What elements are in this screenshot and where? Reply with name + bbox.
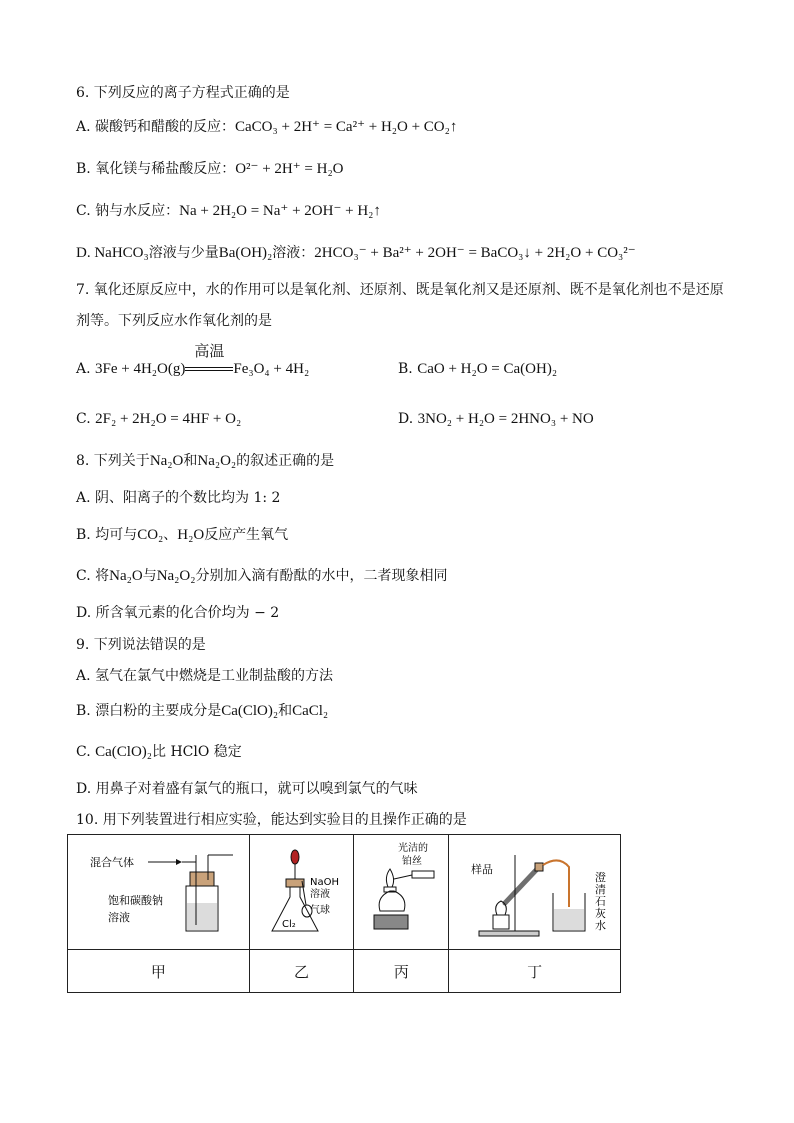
q8-c-post: 分别加入滴有酚酞的水中，二者现象相同 — [195, 568, 448, 584]
q8-b-h2o: H₂O — [177, 527, 205, 543]
q8-option-d[interactable]: D. 所含氧元素的化合价均为 − 2 — [76, 605, 280, 621]
q8-stem-post: 的叙述正确的是 — [236, 453, 335, 469]
jia-gas-label: 混合气体 — [90, 856, 134, 869]
q9-c-pre: C. — [76, 744, 91, 760]
q7-d-equation: 3NO₂ + H₂O = 2HNO₃ + NO — [417, 411, 594, 427]
q6-b-label: B. 氧化镁与稀盐酸反应： — [76, 161, 236, 177]
q7-option-d[interactable] — [398, 410, 594, 428]
apparatus-jia-label[interactable]: 甲 — [68, 950, 250, 993]
q9-option-c[interactable] — [76, 743, 242, 761]
q6-option-d[interactable] — [76, 244, 636, 262]
jia-liquid-label-2: 溶液 — [108, 911, 130, 924]
q8-b-post: 反应产生氧气 — [204, 527, 289, 543]
ding-lime-1: 澄 — [595, 871, 607, 884]
q6-a-equation: CaCO₃ + 2H⁺ = Ca²⁺ + H₂O + CO₂↑ — [235, 119, 458, 135]
q6-d-label-mid: 溶液与少量 — [148, 245, 219, 261]
q7-b-equation: CaO + H₂O = Ca(OH)₂ — [417, 361, 558, 377]
q7-a-left: 3Fe + 4H₂O(g) — [95, 361, 186, 377]
q8-c-pre: C. 将 — [76, 568, 110, 584]
q9-c-post: 比 HClO 稳定 — [152, 744, 242, 760]
q8-c-na2o: Na₂O — [109, 568, 143, 584]
q6-option-b[interactable] — [76, 160, 344, 178]
q6-stem: 6. 下列反应的离子方程式正确的是 — [76, 85, 290, 101]
q7-stem-line1: 7. 氧化还原反应中，水的作用可以是氧化剂、还原剂、既是氧化剂又是还原剂、既不是氧化剂也不是还原 — [76, 282, 724, 298]
q9-option-a[interactable]: A. 氢气在氯气中燃烧是工业制盐酸的方法 — [76, 668, 334, 684]
q7-a-condition: 高温 — [194, 342, 225, 360]
q9-c-caclo2: Ca(ClO)₂ — [95, 744, 153, 760]
ding-sample-label: 样品 — [471, 863, 494, 876]
q6-d-equation: 2HCO₃⁻ + Ba²⁺ + 2OH⁻ = BaCO₃↓ + 2H₂O + CO₃²⁻ — [314, 245, 636, 261]
yi-cl2-label: Cl₂ — [281, 919, 296, 930]
q8-b-co2: CO₂ — [137, 527, 164, 543]
apparatus-table — [67, 834, 621, 993]
q6-b-equation: O²⁻ + 2H⁺ = H₂O — [235, 161, 344, 177]
q6-d-label-post: 溶液： — [272, 245, 315, 261]
q7-option-c[interactable] — [76, 410, 241, 428]
heating-tube-lime-water-icon — [449, 835, 620, 949]
gas-washing-bottle-icon — [68, 835, 249, 949]
bing-wire-label-2: 铂丝 — [402, 856, 423, 867]
jia-liquid-label: 饱和碳酸钠 — [108, 894, 163, 907]
q6-d-label-baoh2: Ba(OH)₂ — [218, 245, 273, 261]
ding-lime-4: 灰 — [595, 907, 607, 920]
q8-stem-mid: 和 — [183, 453, 198, 469]
q6-d-label-nahco3: D. NaHCO₃ — [76, 245, 149, 261]
q7-stem-line2: 剂等。下列反应水作氧化剂的是 — [76, 313, 272, 329]
flame-test-icon — [354, 835, 448, 949]
yi-naoh-label: NaOH — [309, 877, 339, 888]
q7-a-label: A. — [76, 361, 91, 377]
q8-stem-na2o: Na₂O — [149, 453, 184, 469]
q9-option-d[interactable]: D. 用鼻子对着盛有氯气的瓶口，就可以嗅到氯气的气味 — [76, 781, 418, 797]
apparatus-yi-label[interactable]: 乙 — [249, 950, 354, 993]
q6-a-label: A. 碳酸钙和醋酸的反应： — [76, 119, 236, 135]
yi-naoh-label-2: 溶液 — [309, 889, 330, 900]
flask-balloon-icon — [250, 835, 354, 949]
ding-lime-5: 水 — [595, 919, 607, 932]
q8-stem-pre: 8. 下列关于 — [76, 453, 150, 469]
q9-stem: 9. 下列说法错误的是 — [76, 637, 206, 653]
q6-option-c[interactable] — [76, 202, 381, 220]
apparatus-yi-cell — [249, 835, 354, 950]
q8-option-c[interactable] — [76, 567, 447, 585]
q10-stem: 10. 用下列装置进行相应实验，能达到实验目的且操作正确的是 — [76, 812, 467, 828]
q8-option-a[interactable]: A. 阴、阳离子的个数比均为 1: 2 — [76, 490, 281, 506]
q9-option-b[interactable] — [76, 702, 328, 720]
q8-c-mid: 与 — [142, 568, 157, 584]
q9-b-cacl2: CaCl₂ — [292, 703, 329, 719]
q7-a-condition-arrow — [185, 342, 233, 374]
q8-option-b[interactable] — [76, 526, 288, 544]
apparatus-bing-cell — [354, 835, 449, 950]
apparatus-ding-label[interactable]: 丁 — [449, 950, 621, 993]
q8-c-na2o2: Na₂O₂ — [156, 568, 196, 584]
q8-b-pre: B. 均可与 — [76, 527, 138, 543]
q8-stem — [76, 452, 334, 470]
q8-b-mid: 、 — [163, 527, 178, 543]
q7-a-right: Fe₃O₄ + 4H₂ — [233, 361, 310, 377]
bing-wire-label: 光洁的 — [398, 843, 429, 854]
apparatus-jia-cell — [68, 835, 250, 950]
yi-balloon-label: 气球 — [309, 905, 330, 916]
q7-c-label: C. — [76, 411, 91, 427]
apparatus-bing-label[interactable]: 丙 — [354, 950, 449, 993]
apparatus-ding-cell — [449, 835, 621, 950]
q7-option-a[interactable] — [76, 342, 310, 378]
q6-c-label: C. 钠与水反应： — [76, 203, 180, 219]
q9-b-mid: 和 — [278, 703, 293, 719]
q7-c-equation: 2F₂ + 2H₂O = 4HF + O₂ — [95, 411, 242, 427]
q7-d-label: D. — [398, 411, 414, 427]
q8-stem-na2o2: Na₂O₂ — [197, 453, 237, 469]
q7-option-b[interactable] — [398, 360, 557, 378]
q6-option-a[interactable] — [76, 118, 457, 136]
q7-b-label: B. — [398, 361, 413, 377]
q6-c-equation: Na + 2H₂O = Na⁺ + 2OH⁻ + H₂↑ — [179, 203, 381, 219]
ding-lime-3: 石 — [595, 895, 607, 908]
ding-lime-2: 清 — [595, 883, 607, 896]
q9-b-caclo2: Ca(ClO)₂ — [221, 703, 279, 719]
q9-b-pre: B. 漂白粉的主要成分是 — [76, 703, 222, 719]
